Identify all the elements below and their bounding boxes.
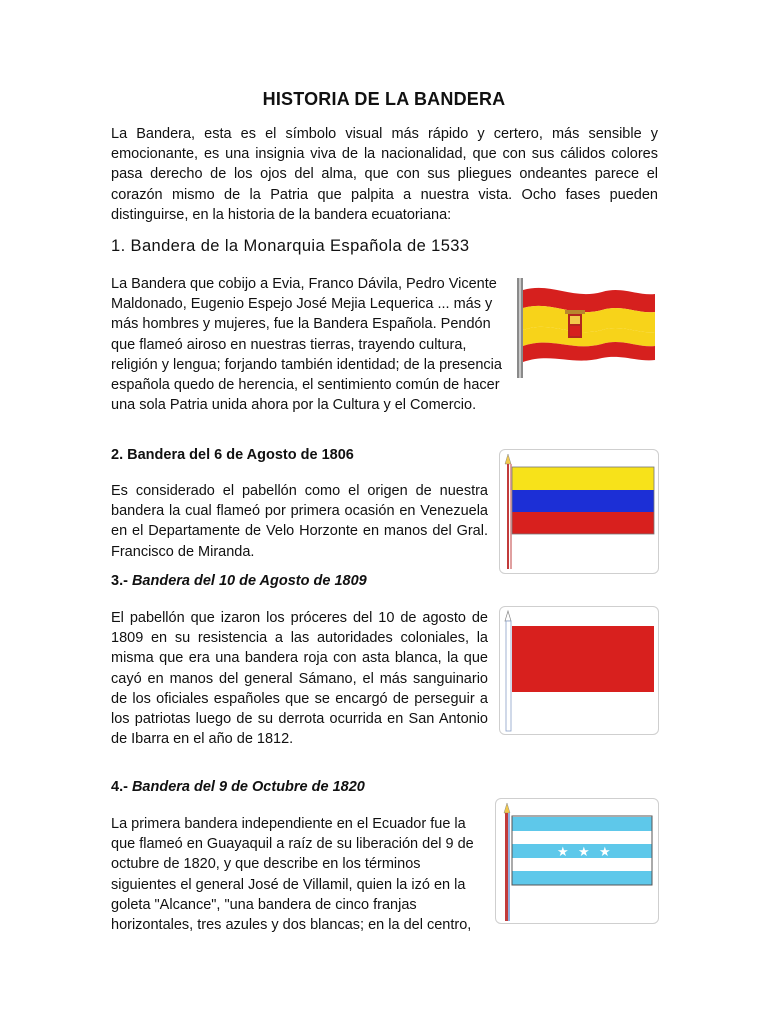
page-title: HISTORIA DE LA BANDERA — [262, 89, 506, 109]
miranda-flag-image — [499, 449, 659, 574]
svg-text:★: ★ — [599, 845, 611, 860]
section-2-title: Bandera del 6 de Agosto de 1806 — [127, 447, 354, 463]
svg-text:★: ★ — [557, 845, 569, 860]
section-4-text: La primera bandera independiente en el Ecuador fue la que flameó en Guayaquil a raíz de su liberación del 9 de octubre de 1820, y que describe en los términos siguientes el general José de Villamil, quien la izó en la goleta "Alcance", "una bandera de cinco franjas horizontales, tres azules y dos blancas; en la del centro, — [111, 816, 474, 934]
guayaquil-flag-image — [495, 798, 659, 924]
section-4-title: Bandera del 9 de Octubre de 1820 — [131, 779, 365, 795]
intro-paragraph: La Bandera, esta es el símbolo visual más rápido y certero, más sensible y emocionante, es una insignia viva de la nacionalidad, que con sus cálidos colores pasa derecho de los ojos del alma, que con sus pliegues ondeantes parece el corazón mismo de la Patria que palpita a nuestra vista. Ocho fases pueden distinguirse, en la historia de la bandera ecuatoriana: — [111, 126, 658, 223]
section-4-number: 4.- — [111, 779, 128, 795]
section-1-text: La Bandera que cobijo a Evia, Franco Dávila, Pedro Vicente Maldonado, Eugenio Espejo José Mejia Lequerica ... más y más hombres y mujeres, fue la Bandera Española. Pendón que flameó airoso en nuestras tierras, trayendo cultura, religión y lengua; forjando también identidad; de la presencia española quedo de herencia, el sentimiento común de hacer una sola Patria unida ahora por la Cultura y el Comercio. — [111, 276, 502, 414]
section-2-text: Es considerado el pabellón como el origen de nuestra bandera la cual flameó por primera ocasión en Venezuela en el Departamente de Velo Horzonte en manos del Gral. Francisco de Miranda. — [111, 483, 488, 560]
red-flag-image — [499, 606, 659, 735]
section-3-text: El pabellón que izaron los próceres del 10 de agosto de 1809 en su resistencia a las autoridades coloniales, la misma que era una bandera roja con asta blanca, la que cayó en manos del general Sámano, el más sanguinario de los oficiales españoles que se encargó de perseguir a los patriotas luego de su derrota ocurrida en San Antonio de Ibarra en el año de 1812. — [111, 610, 488, 748]
section-2-heading — [111, 447, 354, 463]
section-4-heading — [111, 779, 365, 795]
section-2-number: 2. — [111, 447, 124, 463]
spanish-flag-image — [512, 272, 662, 382]
section-3-number: 3.- — [111, 573, 128, 589]
section-1-heading: 1. Bandera de la Monarquia Española de 1533 — [111, 237, 470, 255]
section-3-heading — [111, 573, 367, 589]
svg-text:★: ★ — [578, 845, 590, 860]
section-3-title: Bandera del 10 de Agosto de 1809 — [131, 573, 367, 589]
